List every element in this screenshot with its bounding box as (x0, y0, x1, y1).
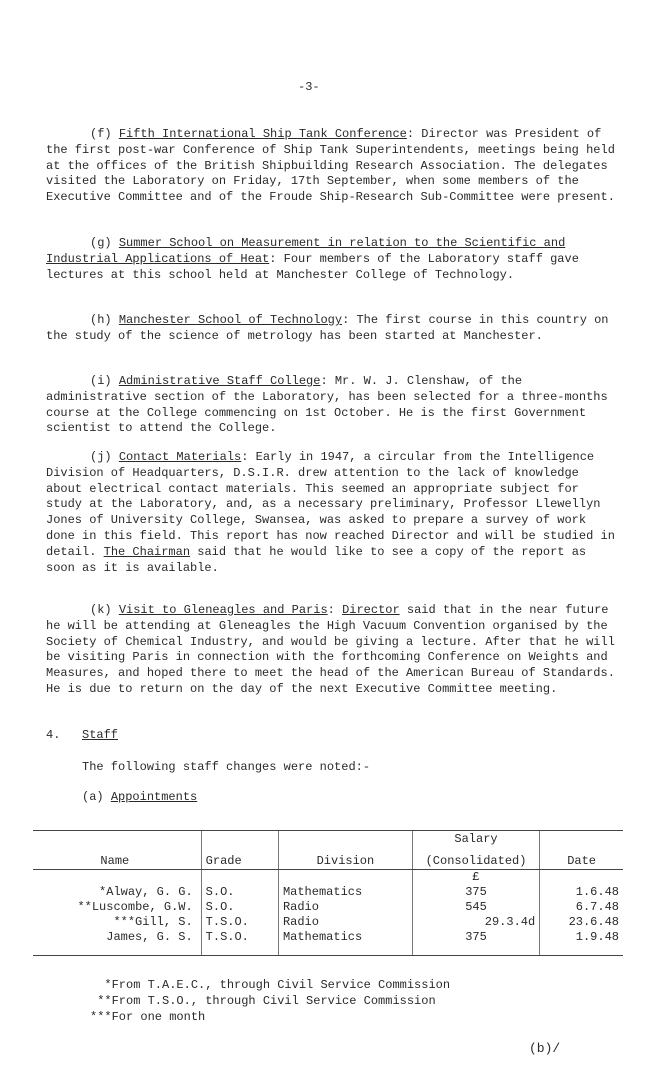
cell-date: 1.6.48 (540, 885, 623, 900)
chairman-ref: The Chairman (103, 544, 191, 559)
division-header: Division (278, 847, 412, 870)
cell-name: ***Gill, S. (113, 915, 193, 929)
footnote: ***For one month (90, 1010, 206, 1024)
staff-table (33, 830, 623, 956)
cell-division: Radio (278, 900, 412, 915)
para-heading: Contact Materials (118, 450, 242, 464)
cell-salary: 29.3.4d (412, 915, 539, 930)
table-row (33, 930, 623, 956)
para-text: : Mr. W. J. Clenshaw, of the administrative section of the Laboratory, has been selected for a three-months course at the College commencing on 1st October. He is the first Government scientist to attend the College. (46, 374, 608, 436)
paragraph-h (46, 313, 616, 345)
date-header: Date (540, 847, 623, 870)
cell-grade: T.S.O. (201, 915, 278, 930)
cell-grade: T.S.O. (201, 930, 278, 956)
paragraph-j (46, 450, 616, 576)
para-heading: Manchester School of Technology (118, 313, 343, 327)
para-label: (k) (90, 603, 112, 617)
footnotes (90, 977, 450, 1025)
para-text: : Director was President of the first post-war Conference of Ship Tank Superintendents, meetings being held at the offices of the British Shipbuilding Research Association. The delegates visited the Laboratory on Friday, 17th September, when some members of the Executive Committee and of the Froude Ship-Research Sub-Committee were present. (46, 127, 615, 205)
para-heading: Fifth International Ship Tank Conference (118, 127, 407, 141)
para-text: : The first course in this country on the study of the science of metrology has been started at Manchester. (46, 313, 609, 343)
table-row (33, 885, 623, 900)
para-label: (g) (90, 236, 112, 250)
cell-salary: 545 (412, 900, 539, 915)
section-number: 4. (46, 728, 61, 742)
cell-salary: 375 (412, 885, 539, 900)
paragraph-g (46, 236, 616, 283)
paragraph-i (46, 374, 616, 437)
para-heading: Visit to Gleneagles and Paris (118, 603, 328, 617)
currency-symbol: £ (412, 870, 539, 886)
cell-date: 1.9.48 (540, 930, 623, 956)
table-row (33, 915, 623, 930)
name-header: Name (33, 847, 201, 870)
para-label: (h) (90, 313, 112, 327)
section-heading (46, 728, 118, 744)
cell-date: 6.7.48 (540, 900, 623, 915)
cell-name: James, G. S. (33, 930, 201, 956)
cell-division: Mathematics (278, 885, 412, 900)
appointments-heading (82, 790, 197, 806)
table-row (33, 900, 623, 915)
salary-header-bottom: (Consolidated) (412, 847, 539, 870)
cell-grade: S.O. (201, 900, 278, 915)
para-tail: said that he would like to see a copy of the report as soon as it is available. (46, 544, 587, 575)
cell-grade: S.O. (201, 885, 278, 900)
para-text: : Four members of the Laboratory staff gave lectures at this school held at Manchester College of Technology. (46, 251, 579, 282)
para-label: (i) (90, 374, 112, 388)
para-mid: : (327, 603, 343, 617)
paragraph-f (46, 127, 616, 206)
para-label: (f) (90, 127, 112, 141)
grade-header: Grade (201, 847, 278, 870)
para-text: : Early in 1947, a circular from the Intelligence Division of Headquarters, D.S.I.R. drew attention to the lack of knowledge about electrical contact materials. This seemed an appropriate subject for study at the Laboratory, and, as a necessary preliminary, Professor Llewellyn Jones of University College, Swansea, was asked to prepare a survey of work done in this field. This report has now reached Director and will be studied in detail. (46, 450, 615, 559)
section-title: Staff (82, 728, 119, 742)
salary-header-top: Salary (412, 831, 539, 848)
para-label: (j) (90, 450, 112, 464)
footnote: *From T.A.E.C., through Civil Service Commission (90, 978, 451, 992)
page-number: -3- (298, 80, 320, 94)
cell-date: 23.6.48 (540, 915, 623, 930)
cell-division: Radio (278, 915, 412, 930)
cell-name: **Luscombe, G.W. (77, 900, 193, 914)
continuation-marker: (b)/ (529, 1041, 561, 1056)
appointments-title: Appointments (110, 790, 198, 804)
cell-salary: 375 (412, 930, 539, 956)
footnote: **From T.S.O., through Civil Service Commission (90, 994, 436, 1008)
paragraph-k (46, 603, 616, 698)
appointments-label: (a) (82, 790, 104, 804)
para-heading: Administrative Staff College (118, 374, 321, 388)
noted-text: The following staff changes were noted:- (82, 760, 371, 774)
para-text: said that in the near future he will be attending at Gleneagles the High Vacuum Convention organised by the Society of Chemical Industry, and would be giving a lecture. After that he will be visiting Paris in connection with the forthcoming Conference on Weights and Measures, and hoped there to meet the head of the American Bureau of Standards. He is due to return on the day of the next Executive Committee meeting. (46, 603, 615, 696)
cell-division: Mathematics (278, 930, 412, 956)
cell-name: *Alway, G. G. (99, 885, 193, 899)
director-ref: Director (342, 603, 400, 617)
para-heading: Summer School on Measurement in relation to the Scientific and Industrial Applications of Heat (46, 236, 566, 266)
